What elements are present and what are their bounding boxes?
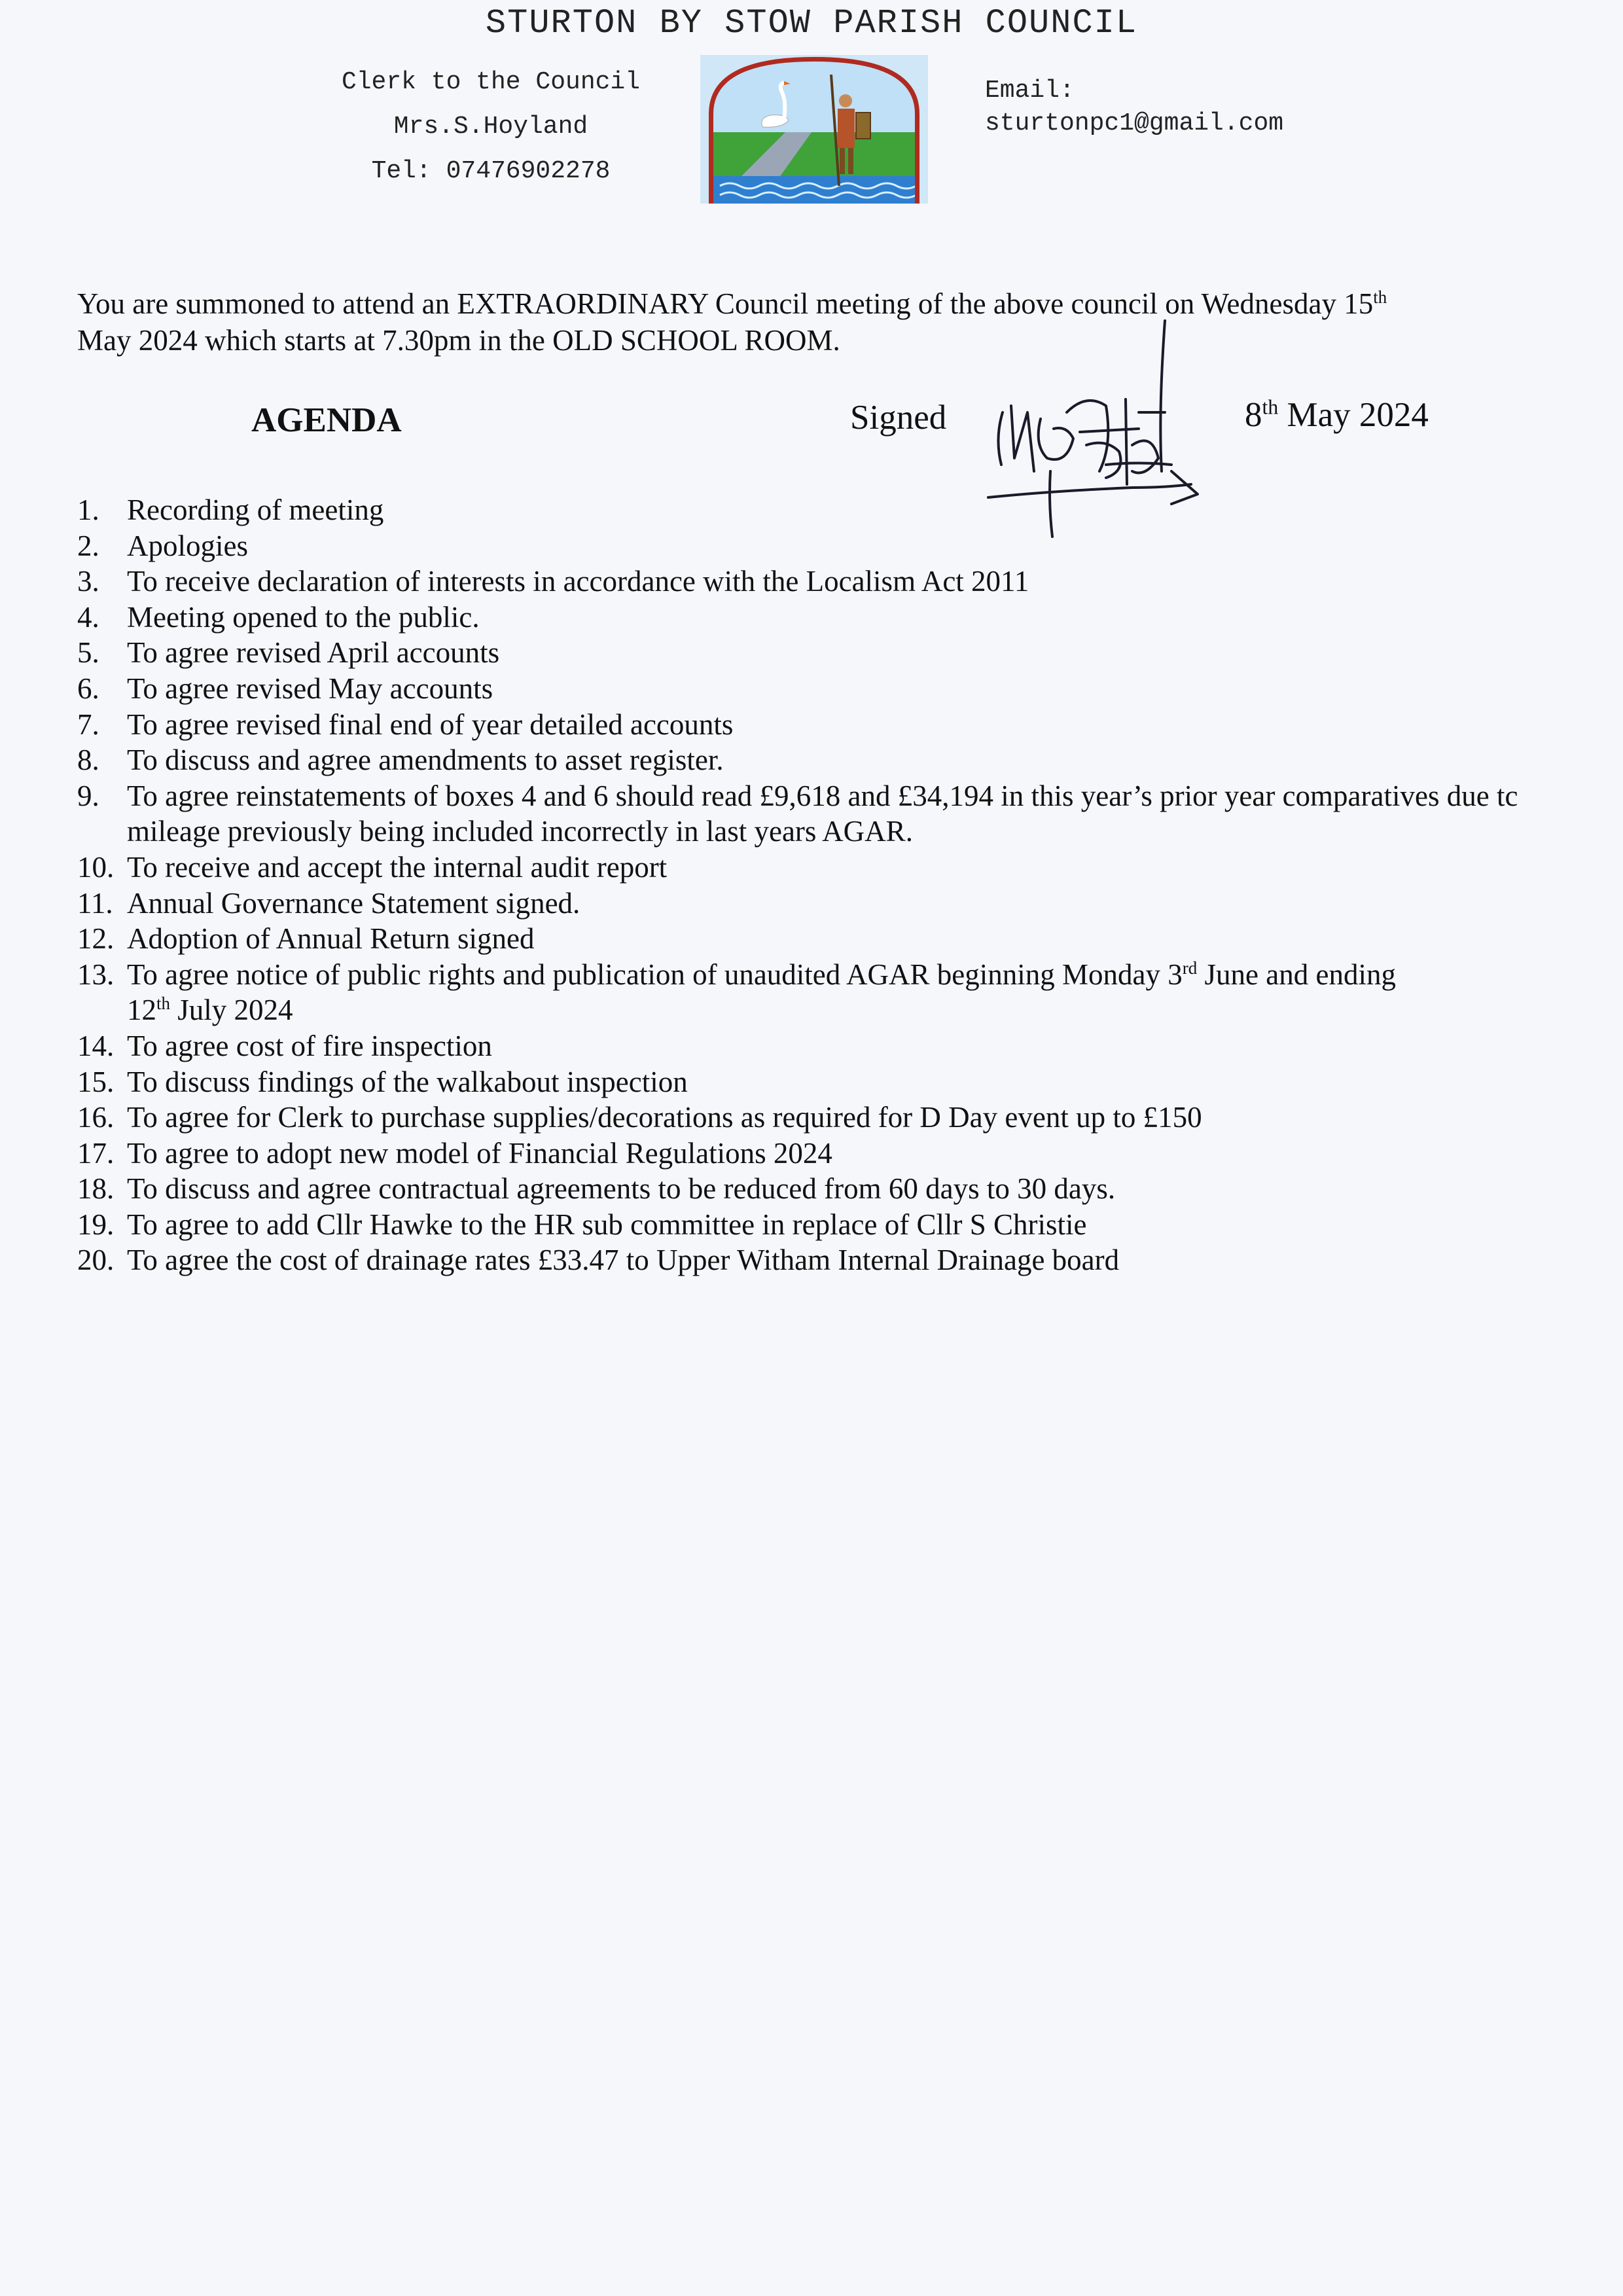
agenda-item: 11. Annual Governance Statement signed. <box>77 886 580 920</box>
summons-line-1: You are summoned to attend an EXTRAORDINARY Council meeting of the above council on Wednesday 15th <box>77 287 1387 320</box>
email-label: Email: <box>985 77 1075 105</box>
agenda-item: 3. To receive declaration of interests in accordance with the Localism Act 2011 <box>77 565 1029 598</box>
clerk-role: Clerk to the Council <box>341 68 641 96</box>
agenda-item: 6. To agree revised May accounts <box>77 672 493 705</box>
agenda-item: 16. To agree for Clerk to purchase supplies/decorations as required for D Day event up to £150 <box>77 1101 1202 1134</box>
agenda-item: 9. To agree reinstatements of boxes 4 and 6 should read £9,618 and £34,194 in this year’s prior year comparatives due tc mileage previously being included incorrectly in last years AGAR. <box>77 779 1518 848</box>
summons-line-2: May 2024 which starts at 7.30pm in the OLD SCHOOL ROOM. <box>77 324 840 357</box>
agenda-item: 1. Recording of meeting <box>77 493 384 526</box>
agenda-heading: AGENDA <box>251 401 402 439</box>
council-title: STURTON BY STOW PARISH COUNCIL <box>485 4 1138 43</box>
agenda-item: 8. To discuss and agree amendments to asset register. <box>77 744 724 777</box>
signed-date: 8th May 2024 <box>1245 395 1429 434</box>
agenda-item: 13. To agree notice of public rights and publication of unaudited AGAR beginning Monday 3rd June and ending 12th July 2024 <box>77 958 1396 1027</box>
agenda-list <box>77 492 1622 1278</box>
agenda-item: 12. Adoption of Annual Return signed <box>77 922 535 956</box>
clerk-phone: Tel: 07476902278 <box>371 157 611 185</box>
agenda-item: 18. To discuss and agree contractual agreements to be reduced from 60 days to 30 days. <box>77 1172 1116 1206</box>
parish-logo-image <box>700 55 928 204</box>
email-address[interactable]: sturtonpc1@gmail.com <box>985 109 1284 137</box>
summons-paragraph <box>77 285 1582 359</box>
agenda-item: 17. To agree to adopt new model of Financial Regulations 2024 <box>77 1136 832 1170</box>
signed-label: Signed <box>850 399 947 437</box>
clerk-contact-block <box>308 60 674 194</box>
agenda-item: 19. To agree to add Cllr Hawke to the HR sub committee in replace of Cllr S Christie <box>77 1208 1087 1241</box>
agenda-item: 15. To discuss findings of the walkabout inspection <box>77 1065 688 1098</box>
agenda-item: 7. To agree revised final end of year detailed accounts <box>77 708 734 741</box>
email-block <box>985 75 1283 140</box>
agenda-item: 20. To agree the cost of drainage rates £33.47 to Upper Witham Internal Drainage board <box>77 1244 1120 1277</box>
agenda-item: 2. Apologies <box>77 529 248 562</box>
agenda-item: 4. Meeting opened to the public. <box>77 600 480 634</box>
agenda-item: 10. To receive and accept the internal audit report <box>77 850 668 884</box>
agenda-item: 14. To agree cost of fire inspection <box>77 1029 492 1062</box>
agenda-item: 5. To agree revised April accounts <box>77 636 500 670</box>
clerk-name: Mrs.S.Hoyland <box>393 113 588 141</box>
